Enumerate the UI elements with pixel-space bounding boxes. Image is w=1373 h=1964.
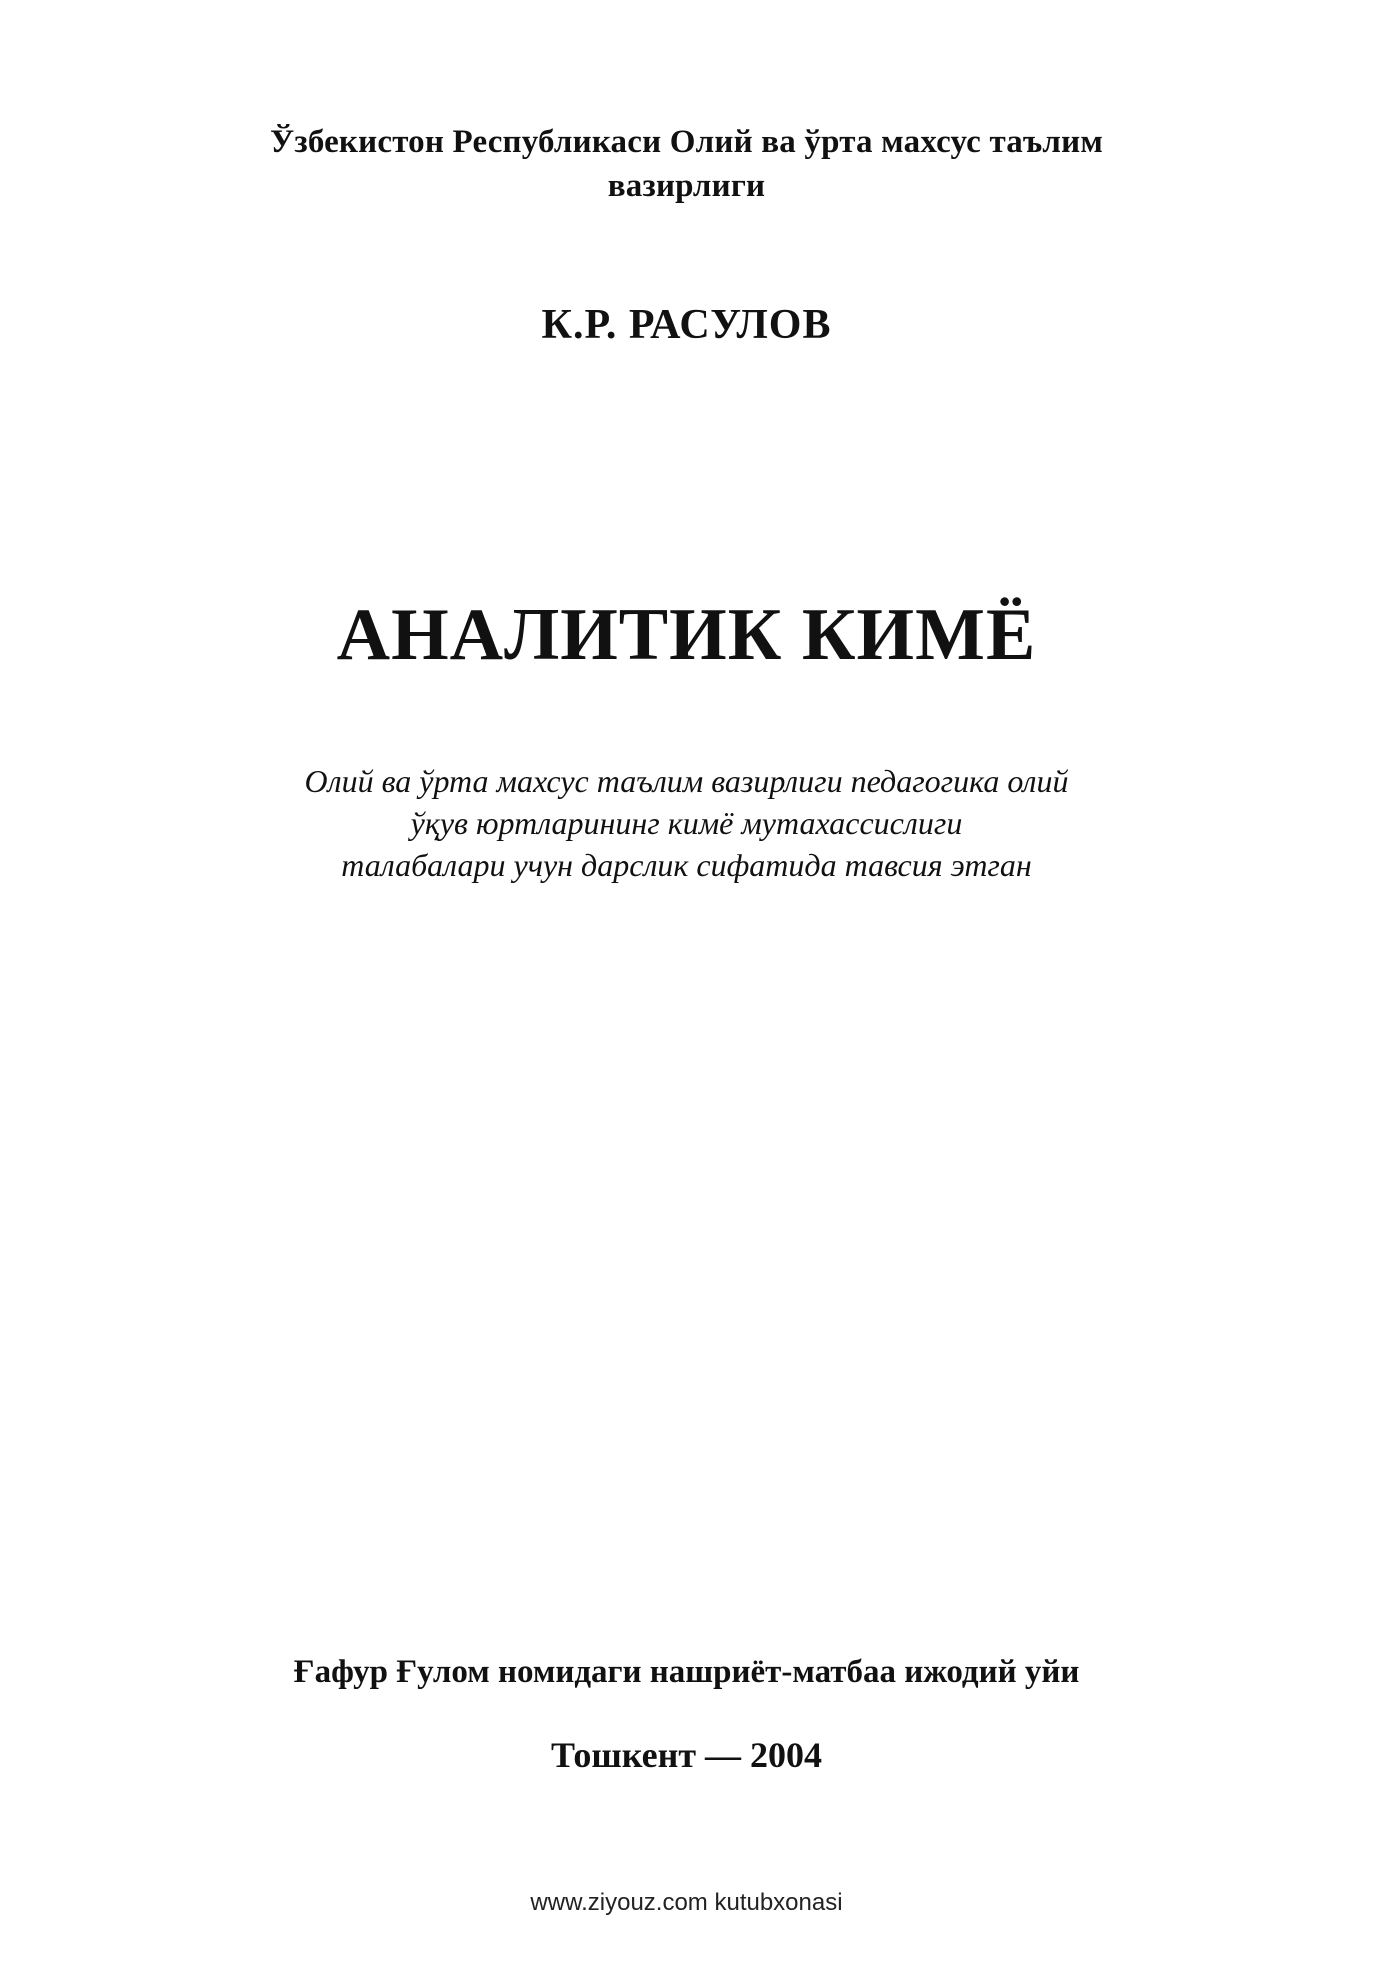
ministry-line-1: Ўзбекистон Республикаси Олий ва ўрта махсус таълим xyxy=(269,124,1104,160)
ministry-line-2: вазирлиги xyxy=(607,168,766,204)
footer-watermark-url: www.ziyouz.com kutubxonasi xyxy=(530,1889,843,1916)
recommendation-line-2: ўқув юртларининг кимё мутахассислиги xyxy=(410,805,963,841)
author-name: К.Р. РАСУЛОВ xyxy=(541,302,832,348)
city-and-year: Тошкент — 2004 xyxy=(550,1735,823,1775)
recommendation-line-3: талабалари учун дарслик сифатида тавсия этган xyxy=(341,847,1032,883)
recommendation-note xyxy=(0,760,1373,886)
book-title: АНАЛИТИК КИМЁ xyxy=(336,594,1037,676)
recommendation-line-1: Олий ва ўрта махсус таълим вазирлиги педагогика олий xyxy=(304,763,1069,799)
publisher-name: Ғафур Ғулом номидаги нашриёт-матбаа ижодий уйи xyxy=(293,1654,1080,1690)
ministry-heading xyxy=(0,120,1373,208)
